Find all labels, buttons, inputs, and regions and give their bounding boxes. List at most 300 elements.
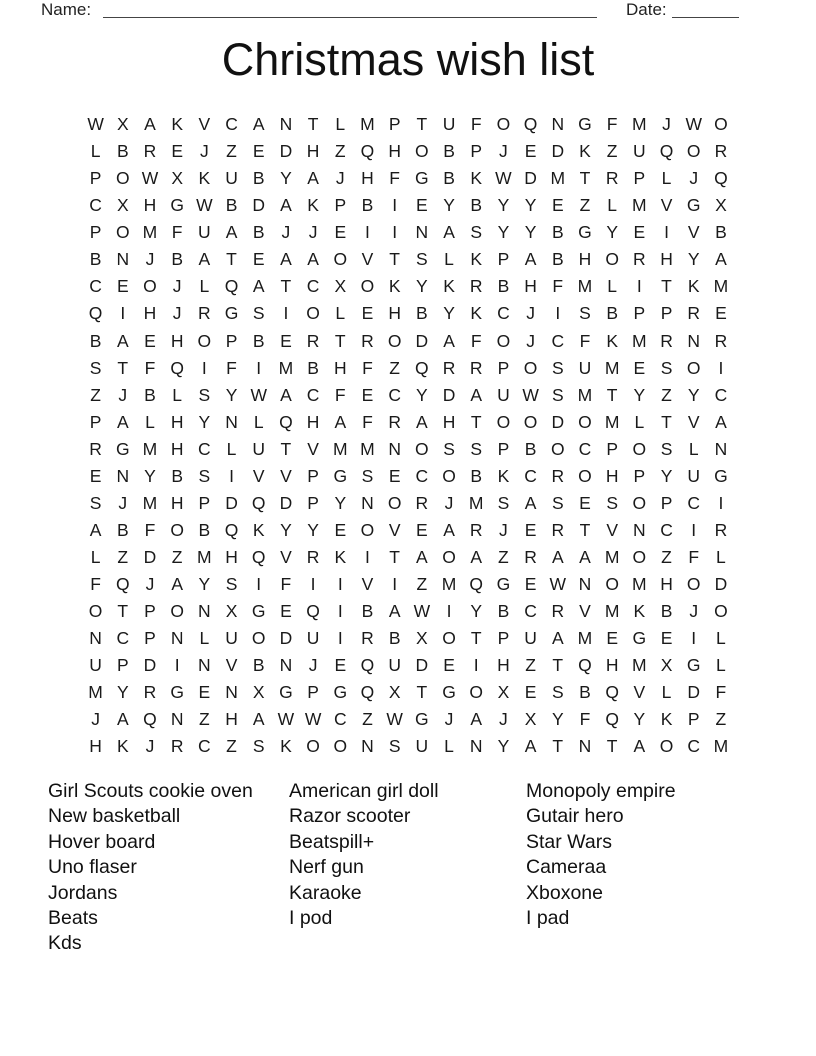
- grid-cell: E: [334, 655, 347, 676]
- grid-cell: O: [632, 492, 647, 513]
- grid-cell: Z: [525, 655, 536, 676]
- grid-cell: A: [524, 249, 537, 270]
- grid-cell: M: [577, 628, 593, 649]
- grid-cell: A: [116, 330, 129, 351]
- grid-cell: S: [606, 492, 618, 513]
- grid-cell: T: [307, 114, 319, 134]
- grid-cell: B: [252, 222, 265, 243]
- grid-cell: F: [715, 682, 727, 703]
- grid-cell: P: [89, 411, 102, 432]
- grid-cell: X: [715, 195, 727, 216]
- grid-cell: S: [416, 249, 428, 270]
- grid-cell: M: [632, 114, 647, 134]
- grid-cell: Y: [660, 465, 673, 486]
- grid-cell: M: [713, 736, 729, 757]
- grid-cell: J: [499, 709, 508, 730]
- grid-cell: I: [392, 195, 398, 216]
- grid-cell: E: [524, 682, 537, 703]
- grid-cell: X: [524, 709, 537, 730]
- grid-cell: P: [225, 330, 238, 351]
- grid-cell: Y: [470, 601, 483, 622]
- grid-cell: O: [415, 438, 429, 459]
- grid-cell: S: [551, 384, 564, 405]
- grid-cell: L: [199, 628, 210, 649]
- grid-row: [82, 246, 735, 273]
- grid-cell: N: [116, 249, 130, 270]
- grid-cell: Q: [659, 141, 674, 162]
- word-item: Karaoke: [289, 881, 362, 904]
- grid-cell: H: [497, 655, 510, 676]
- grid-cell: I: [691, 628, 697, 649]
- grid-cell: Y: [633, 709, 646, 730]
- grid-cell: V: [307, 438, 319, 459]
- grid-cell: Q: [360, 682, 375, 703]
- grid-cell: M: [360, 114, 375, 134]
- grid-cell: E: [633, 222, 646, 243]
- grid-cell: E: [660, 628, 673, 649]
- grid-cell: O: [496, 330, 511, 351]
- word-list-column-2: [289, 779, 439, 931]
- grid-cell: A: [144, 114, 156, 134]
- grid-cell: N: [361, 736, 374, 757]
- grid-cell: G: [578, 222, 592, 243]
- grid-cell: K: [171, 114, 183, 134]
- grid-cell: A: [198, 249, 211, 270]
- grid-cell: E: [551, 195, 564, 216]
- grid-cell: X: [497, 682, 510, 703]
- grid-cell: K: [252, 519, 265, 540]
- grid-cell: L: [90, 141, 101, 162]
- grid-cell: Y: [524, 222, 537, 243]
- grid-cell: A: [524, 736, 537, 757]
- grid-cell: C: [687, 492, 701, 513]
- grid-cell: T: [117, 601, 129, 622]
- grid-cell: O: [333, 736, 348, 757]
- grid-cell: R: [660, 330, 673, 351]
- grid-cell: C: [306, 276, 320, 297]
- grid-cell: W: [304, 709, 322, 730]
- grid-cell: G: [686, 195, 701, 216]
- grid-cell: J: [172, 303, 182, 324]
- grid-cell: B: [660, 601, 673, 622]
- grid-cell: E: [524, 141, 537, 162]
- name-label: Name:: [41, 0, 92, 19]
- grid-cell: D: [252, 195, 266, 216]
- grid-cell: B: [497, 601, 510, 622]
- grid-cell: V: [579, 601, 591, 622]
- grid-row: [82, 598, 735, 625]
- grid-cell: H: [170, 438, 184, 459]
- word-item: American girl doll: [289, 780, 439, 802]
- grid-cell: D: [279, 628, 293, 649]
- word-item: Monopoly empire: [526, 780, 676, 802]
- grid-cell: A: [443, 222, 455, 243]
- grid-cell: S: [89, 357, 102, 378]
- grid-cell: V: [252, 465, 265, 486]
- grid-row: [82, 111, 735, 138]
- grid-cell: N: [116, 465, 130, 486]
- grid-cell: C: [687, 736, 701, 757]
- grid-cell: Q: [279, 411, 293, 432]
- grid-cell: O: [170, 601, 184, 622]
- grid-cell: D: [279, 141, 293, 162]
- grid-cell: A: [470, 384, 483, 405]
- grid-cell: R: [714, 519, 728, 540]
- grid-cell: I: [365, 222, 370, 243]
- grid-row: [82, 192, 735, 219]
- grid-cell: X: [116, 195, 129, 216]
- grid-cell: F: [470, 330, 482, 351]
- grid-cell: P: [687, 709, 700, 730]
- grid-cell: U: [497, 384, 510, 405]
- grid-cell: A: [280, 249, 292, 270]
- grid-cell: I: [337, 574, 343, 595]
- grid-cell: F: [552, 276, 564, 297]
- grid-cell: R: [469, 519, 483, 540]
- grid-cell: Z: [579, 195, 591, 216]
- grid-cell: E: [524, 574, 537, 595]
- grid-cell: B: [715, 222, 727, 243]
- grid-cell: U: [198, 222, 211, 243]
- grid-cell: R: [551, 601, 565, 622]
- grid-cell: E: [334, 222, 347, 243]
- grid-cell: V: [687, 411, 700, 432]
- grid-cell: D: [415, 655, 429, 676]
- grid-cell: D: [687, 682, 701, 703]
- grid-cell: N: [170, 709, 184, 730]
- grid-cell: V: [361, 574, 374, 595]
- grid-cell: B: [116, 141, 129, 162]
- grid-cell: H: [143, 195, 157, 216]
- grid-cell: P: [334, 195, 347, 216]
- grid-cell: B: [89, 249, 102, 270]
- grid-cell: C: [306, 384, 320, 405]
- grid-cell: Y: [687, 384, 700, 405]
- grid-cell: D: [143, 547, 157, 567]
- grid-cell: A: [633, 736, 646, 757]
- grid-cell: T: [416, 114, 428, 134]
- grid-cell: E: [89, 465, 102, 486]
- grid-cell: C: [524, 601, 537, 622]
- grid-cell: K: [116, 736, 129, 757]
- grid-row: [82, 733, 735, 760]
- grid-cell: I: [392, 222, 398, 243]
- grid-cell: K: [388, 276, 401, 297]
- grid-cell: G: [714, 465, 728, 486]
- grid-cell: O: [415, 141, 429, 162]
- grid-cell: P: [144, 628, 156, 649]
- grid-cell: T: [552, 655, 564, 676]
- grid-cell: S: [470, 222, 483, 243]
- grid-cell: R: [442, 357, 456, 378]
- grid-cell: Q: [523, 114, 538, 134]
- grid-cell: K: [280, 736, 292, 757]
- grid-cell: Q: [469, 574, 484, 595]
- grid-cell: T: [416, 682, 428, 703]
- grid-cell: H: [306, 141, 320, 162]
- grid-cell: Y: [280, 168, 292, 189]
- grid-cell: G: [115, 438, 130, 459]
- grid-cell: J: [118, 384, 128, 405]
- grid-cell: O: [686, 141, 701, 162]
- grid-cell: R: [714, 141, 728, 162]
- grid-cell: U: [415, 736, 429, 757]
- grid-cell: O: [360, 519, 375, 540]
- grid-cell: Z: [715, 709, 727, 730]
- grid-cell: R: [605, 168, 619, 189]
- grid-cell: O: [442, 628, 456, 649]
- grid-cell: T: [117, 357, 129, 378]
- grid-cell: H: [660, 249, 673, 270]
- grid-cell: V: [280, 547, 292, 567]
- grid-cell: O: [496, 411, 511, 432]
- grid-cell: E: [416, 519, 428, 540]
- grid-cell: C: [524, 465, 537, 486]
- grid-cell: A: [470, 709, 483, 730]
- grid-cell: Z: [226, 141, 237, 162]
- grid-cell: D: [551, 141, 565, 162]
- grid-cell: G: [333, 682, 348, 703]
- grid-cell: F: [579, 709, 591, 730]
- grid-cell: R: [469, 357, 483, 378]
- grid-cell: Q: [224, 276, 239, 297]
- grid-cell: E: [715, 303, 727, 324]
- grid-cell: M: [577, 276, 593, 297]
- grid-row: [82, 706, 735, 733]
- word-item: Cameraa: [526, 856, 607, 879]
- grid-cell: I: [337, 628, 343, 649]
- grid-cell: S: [551, 357, 564, 378]
- grid-cell: Z: [416, 574, 428, 595]
- grid-cell: U: [442, 114, 456, 134]
- grid-cell: S: [579, 303, 591, 324]
- grid-cell: N: [551, 114, 565, 134]
- grid-cell: X: [416, 628, 428, 649]
- grid-cell: L: [335, 114, 346, 134]
- grid-cell: R: [469, 276, 483, 297]
- grid-cell: O: [469, 682, 484, 703]
- grid-cell: B: [252, 168, 265, 189]
- grid-cell: K: [579, 141, 591, 162]
- grid-cell: N: [170, 628, 184, 649]
- grid-cell: R: [415, 492, 429, 513]
- grid-cell: Y: [198, 574, 211, 595]
- grid-cell: P: [388, 114, 401, 134]
- grid-cell: D: [415, 330, 429, 351]
- grid-row: [82, 463, 735, 490]
- grid-cell: Q: [251, 547, 266, 567]
- grid-cell: M: [604, 357, 620, 378]
- grid-cell: S: [89, 492, 102, 513]
- grid-cell: Q: [306, 601, 320, 622]
- grid-cell: W: [196, 195, 213, 216]
- grid-cell: G: [170, 682, 184, 703]
- grid-cell: O: [496, 114, 511, 134]
- grid-cell: A: [252, 276, 265, 297]
- grid-cell: R: [551, 519, 565, 540]
- grid-cell: H: [660, 574, 673, 595]
- grid-cell: L: [145, 411, 155, 432]
- grid-cell: C: [497, 303, 510, 324]
- grid-cell: Z: [117, 547, 129, 567]
- grid-cell: S: [497, 492, 510, 513]
- grid-row: [82, 571, 735, 598]
- grid-cell: Z: [498, 547, 509, 567]
- grid-cell: L: [716, 547, 726, 567]
- grid-cell: Q: [714, 168, 728, 189]
- grid-cell: R: [143, 682, 157, 703]
- grid-cell: Z: [362, 709, 373, 730]
- date-blank-line: [672, 17, 739, 18]
- grid-cell: B: [443, 168, 455, 189]
- grid-cell: N: [89, 628, 102, 649]
- grid-cell: M: [604, 547, 620, 567]
- grid-cell: J: [526, 303, 535, 324]
- grid-cell: Y: [144, 465, 156, 486]
- grid-cell: T: [661, 411, 672, 432]
- grid-cell: R: [714, 330, 728, 351]
- name-blank-line: [103, 17, 597, 18]
- grid-cell: S: [198, 465, 211, 486]
- grid-cell: K: [198, 168, 211, 189]
- grid-cell: I: [555, 303, 561, 324]
- grid-cell: W: [87, 114, 104, 134]
- grid-cell: R: [306, 547, 320, 567]
- grid-cell: E: [334, 519, 347, 540]
- grid-cell: P: [89, 168, 102, 189]
- grid-cell: A: [307, 168, 319, 189]
- grid-cell: O: [306, 303, 320, 324]
- grid-cell: S: [252, 736, 265, 757]
- grid-cell: N: [225, 682, 238, 703]
- grid-cell: I: [691, 519, 697, 540]
- grid-cell: P: [633, 465, 646, 486]
- grid-cell: M: [142, 492, 158, 513]
- grid-cell: C: [551, 330, 565, 351]
- grid-cell: Y: [551, 709, 564, 730]
- grid-row: [82, 679, 735, 706]
- grid-cell: A: [416, 411, 428, 432]
- grid-cell: Y: [497, 222, 510, 243]
- grid-row: [82, 652, 735, 679]
- grid-cell: M: [632, 574, 647, 595]
- grid-cell: S: [551, 682, 564, 703]
- grid-cell: P: [470, 141, 483, 162]
- grid-cell: N: [415, 222, 429, 243]
- grid-cell: M: [278, 357, 294, 378]
- grid-cell: I: [256, 357, 262, 378]
- grid-cell: E: [171, 141, 183, 162]
- grid-cell: J: [444, 709, 454, 730]
- grid-cell: R: [633, 249, 646, 270]
- grid-cell: P: [307, 465, 319, 486]
- grid-cell: T: [552, 736, 564, 757]
- grid-cell: O: [387, 492, 402, 513]
- grid-cell: F: [144, 519, 156, 540]
- grid-cell: H: [306, 411, 320, 432]
- grid-cell: T: [470, 411, 482, 432]
- grid-cell: G: [170, 195, 184, 216]
- grid-cell: K: [660, 709, 673, 730]
- word-item: Xboxone: [526, 881, 603, 904]
- grid-cell: J: [145, 574, 155, 595]
- grid-cell: H: [578, 249, 592, 270]
- grid-cell: I: [120, 303, 126, 324]
- grid-cell: J: [118, 492, 128, 513]
- grid-cell: C: [714, 384, 728, 405]
- grid-cell: Q: [415, 357, 429, 378]
- grid-cell: Q: [360, 655, 375, 676]
- grid-cell: Q: [251, 492, 266, 513]
- grid-row: [82, 625, 735, 652]
- grid-cell: A: [280, 195, 292, 216]
- grid-cell: O: [170, 519, 184, 540]
- grid-cell: X: [388, 682, 401, 703]
- grid-cell: F: [362, 357, 373, 378]
- grid-cell: B: [252, 330, 265, 351]
- grid-cell: R: [388, 411, 401, 432]
- grid-cell: E: [633, 357, 646, 378]
- grid-cell: F: [280, 574, 292, 595]
- grid-cell: H: [225, 547, 238, 567]
- grid-cell: O: [442, 547, 456, 567]
- grid-cell: T: [226, 249, 237, 270]
- grid-cell: J: [172, 276, 182, 297]
- grid-cell: P: [633, 168, 646, 189]
- grid-row: [82, 328, 735, 355]
- grid-cell: N: [361, 492, 374, 513]
- grid-cell: R: [687, 303, 701, 324]
- grid-cell: E: [524, 519, 537, 540]
- grid-cell: B: [443, 141, 455, 162]
- grid-cell: J: [444, 492, 454, 513]
- grid-cell: E: [388, 465, 401, 486]
- grid-cell: B: [361, 195, 374, 216]
- grid-cell: H: [388, 141, 401, 162]
- grid-cell: R: [551, 465, 565, 486]
- grid-cell: G: [632, 628, 647, 649]
- grid-cell: A: [89, 519, 102, 540]
- grid-cell: I: [365, 547, 370, 567]
- grid-cell: S: [660, 438, 673, 459]
- grid-cell: C: [660, 519, 673, 540]
- grid-cell: S: [225, 574, 238, 595]
- grid-cell: H: [225, 709, 238, 730]
- grid-cell: C: [116, 628, 130, 649]
- grid-cell: M: [332, 438, 348, 459]
- grid-cell: C: [89, 195, 102, 216]
- grid-cell: Z: [661, 547, 672, 567]
- grid-cell: P: [497, 249, 510, 270]
- grid-cell: D: [551, 411, 565, 432]
- grid-cell: K: [497, 465, 510, 486]
- grid-cell: N: [279, 114, 293, 134]
- grid-cell: W: [386, 709, 403, 730]
- grid-cell: I: [256, 574, 262, 595]
- grid-cell: A: [388, 601, 401, 622]
- grid-cell: F: [362, 411, 373, 432]
- grid-cell: R: [198, 303, 211, 324]
- grid-cell: L: [199, 276, 210, 297]
- grid-cell: W: [549, 574, 567, 595]
- grid-cell: V: [660, 195, 673, 216]
- grid-cell: O: [333, 249, 348, 270]
- grid-cell: F: [226, 357, 237, 378]
- grid-cell: O: [659, 736, 674, 757]
- grid-cell: N: [225, 411, 238, 432]
- grid-cell: W: [141, 168, 159, 189]
- grid-cell: G: [578, 114, 592, 134]
